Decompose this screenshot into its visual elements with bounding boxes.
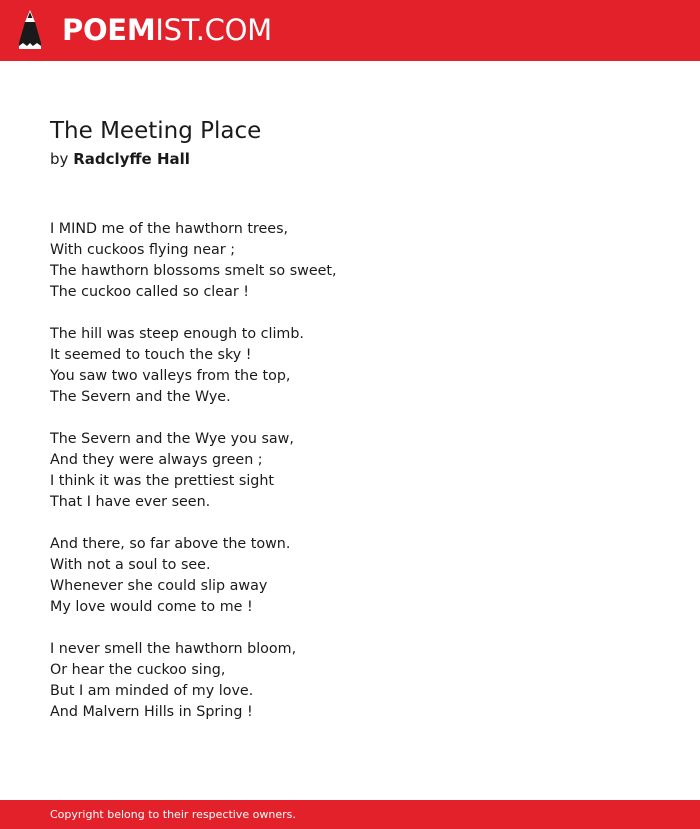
poem-line: But I am minded of my love.: [50, 683, 254, 699]
stanza: [50, 639, 650, 723]
stanza: [50, 429, 650, 513]
poem-body: [50, 219, 650, 744]
poem-title: The Meeting Place: [50, 118, 262, 144]
stanza: [50, 324, 650, 408]
byline: [50, 148, 190, 170]
poem-line: The hawthorn blossoms smelt so sweet,: [50, 263, 337, 279]
poem-line: And there, so far above the town.: [50, 536, 291, 552]
poem-line: The Severn and the Wye.: [50, 389, 231, 405]
poem-line: The Severn and the Wye you saw,: [50, 431, 294, 447]
site-footer: [0, 800, 700, 829]
pencil-logo-icon[interactable]: [17, 10, 43, 51]
poem-line: I MIND me of the hawthorn trees,: [50, 221, 289, 237]
stanza: [50, 534, 650, 618]
stanza: [50, 219, 650, 303]
poem-line: And Malvern Hills in Spring !: [50, 704, 253, 720]
site-header: [0, 0, 700, 61]
poem-line: Whenever she could slip away: [50, 578, 268, 594]
copyright-notice: Copyright belong to their respective owners.: [50, 808, 296, 821]
poem-line: And they were always green ;: [50, 452, 263, 468]
poem-line: The cuckoo called so clear !: [50, 284, 249, 300]
poem-line: That I have ever seen.: [50, 494, 211, 510]
poem-line: The hill was steep enough to climb.: [50, 326, 304, 342]
poem-line: With cuckoos flying near ;: [50, 242, 236, 258]
poem-line: With not a soul to see.: [50, 557, 211, 573]
logo-light-text: IST.COM: [155, 13, 272, 47]
poem-line: You saw two valleys from the top,: [50, 368, 291, 384]
author-name: Radclyffe Hall: [73, 150, 190, 168]
site-logo[interactable]: [62, 12, 272, 48]
poem-line: It seemed to touch the sky !: [50, 347, 252, 363]
logo-bold-text: POEM: [62, 13, 156, 47]
poem-line: My love would come to me !: [50, 599, 253, 615]
poem-line: I never smell the hawthorn bloom,: [50, 641, 297, 657]
poem-line: Or hear the cuckoo sing,: [50, 662, 226, 678]
byline-prefix: by: [50, 150, 69, 168]
poem-line: I think it was the prettiest sight: [50, 473, 275, 489]
